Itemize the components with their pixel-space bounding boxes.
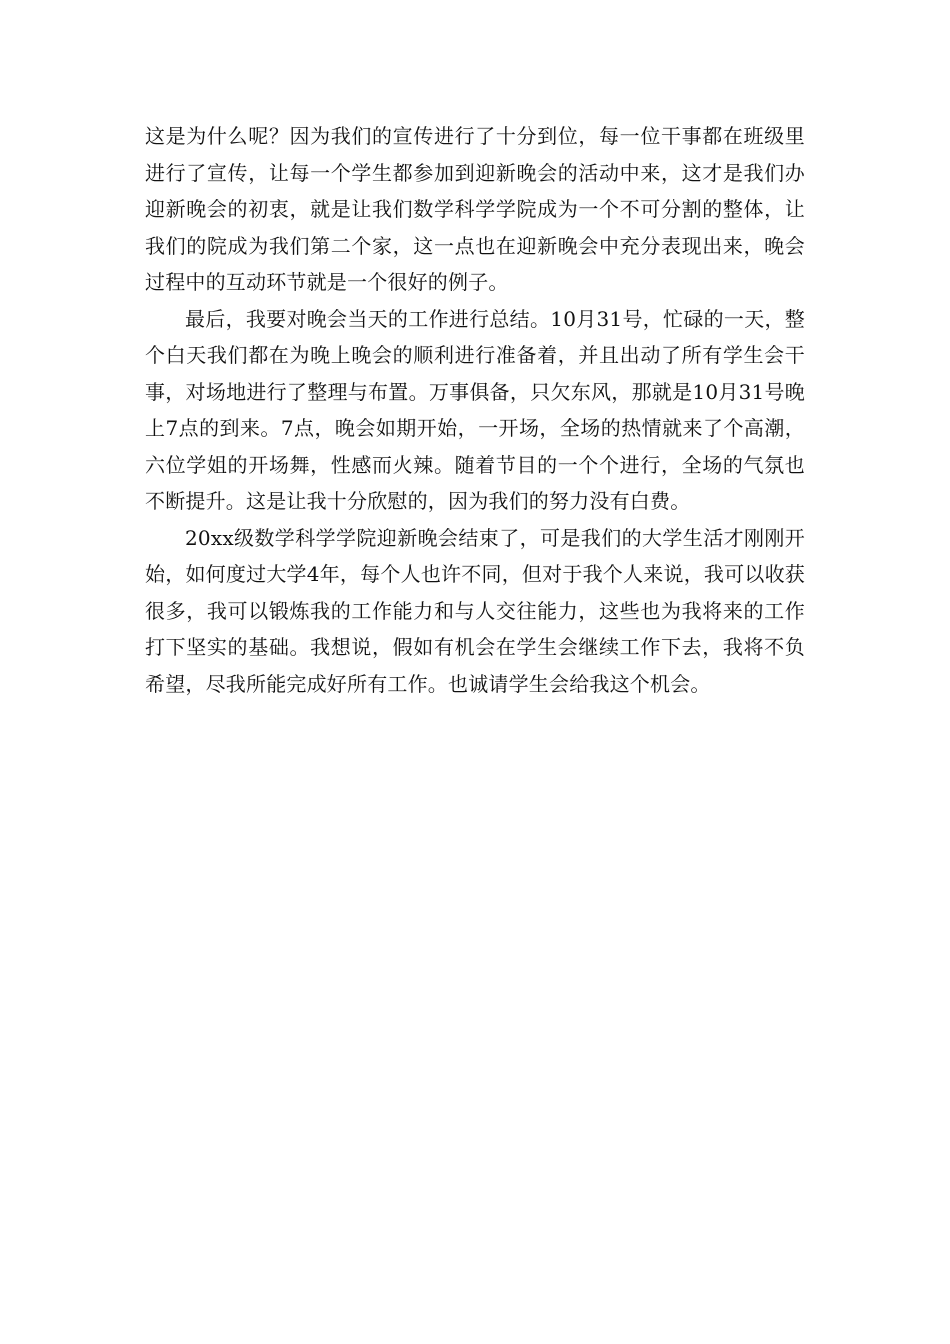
paragraph-1: 这是为什么呢？因为我们的宣传进行了十分到位，每一位干事都在班级里进行了宣传，让每一个学生都参加到迎新晚会的活动中来，这才是我们办迎新晚会的初衷，就是让我们数学科学学院成为一个不可分割的整体，让我们的院成为我们第二个家，这一点也在迎新晚会中充分表现出来，晚会过程中的互动环节就是一个很好的例子。 bbox=[145, 124, 805, 294]
paragraph-2: 最后，我要对晚会当天的工作进行总结。10月31号，忙碌的一天，整个白天我们都在为晚上晚会的顺利进行准备着，并且出动了所有学生会干事，对场地进行了整理与布置。万事俱备，只欠东风，那就是10月31号晚上7点的到来。7点，晚会如期开始，一开场，全场的热情就来了个高潮，六位学姐的开场舞，性感而火辣。随着节目的一个个进行，全场的气氛也不断提升。这是让我十分欣慰的，因为我们的努力没有白费。 bbox=[145, 306, 805, 513]
paragraph-3: 20xx级数学科学学院迎新晚会结束了，可是我们的大学生活才刚刚开始，如何度过大学4年，每个人也许不同，但对于我个人来说，我可以收获很多，我可以锻炼我的工作能力和与人交往能力，这些也为我将来的工作打下坚实的基础。我想说，假如有机会在学生会继续工作下去，我将不负希望，尽我所能完成好所有工作。也诚请学生会给我这个机会。 bbox=[145, 525, 805, 696]
document-body bbox=[145, 118, 805, 702]
